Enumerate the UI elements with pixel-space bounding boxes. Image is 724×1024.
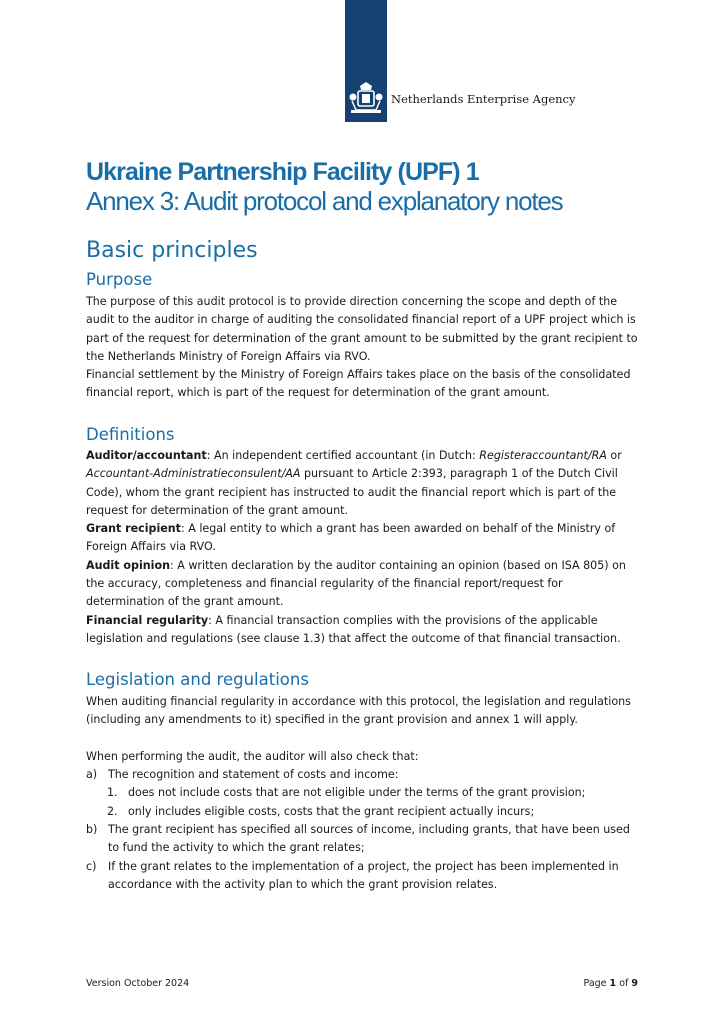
purpose-paragraph-1: The purpose of this audit protocol is to provide direction concerning the scope and depth of the audit to the auditor in charge of auditing the consolidated financial report of a UPF project which is part of the request for determination of the grant amount to be submitted by the grant recipient to the Netherlands Ministry of Foreign Affairs via RVO. xyxy=(86,295,638,363)
list-item xyxy=(86,858,642,895)
definition-term-ra: Registeraccountant/RA xyxy=(479,449,607,462)
list-marker: 1. xyxy=(107,786,118,800)
list-marker: 2. xyxy=(107,804,118,818)
definition-text: : A financial transaction complies with the provisions of the applicable legislation and regulations (see clause 1.3) that affect the outcome of that financial transaction. xyxy=(86,613,621,645)
definition-term: Grant recipient xyxy=(86,522,181,536)
definition-audit-opinion xyxy=(86,557,642,612)
list-text: If the grant relates to the implementation of a project, the project has been implemented in accordance with the activity plan to which the grant provision relates. xyxy=(108,859,619,891)
legislation-section xyxy=(86,693,642,894)
page-current: 1 xyxy=(609,978,617,989)
definition-text: : A legal entity to which a grant has been awarded on behalf of the Ministry of Foreign Affairs via RVO. xyxy=(86,522,616,554)
agency-name: Netherlands Enterprise Agency xyxy=(391,92,576,106)
list-text: only includes eligible costs, costs that the grant recipient actually incurs; xyxy=(128,804,535,818)
list-marker: b) xyxy=(86,823,98,837)
definition-term: Financial regularity xyxy=(86,613,209,627)
heading-definitions: Definitions xyxy=(86,425,175,444)
document-subtitle: Annex 3: Audit protocol and explanatory notes xyxy=(86,186,563,216)
definition-text: pursuant to Article 2:393, paragraph 1 of the Dutch Civil Code), whom the grant recipient has instructed to audit the financial report which is part of the request for determination of the grant amount. xyxy=(86,467,618,517)
list-text: The grant recipient has specified all sources of income, including grants, that have been used to fund the activity to which the grant relates; xyxy=(108,823,630,855)
purpose-paragraph-2: Financial settlement by the Ministry of Foreign Affairs takes place on the basis of the consolidated financial report, which is part of the request for determination of the grant amount. xyxy=(86,368,631,400)
footer-page-number xyxy=(584,978,638,989)
definition-term-aa: Accountant-Administratieconsulent/AA xyxy=(86,467,301,481)
document-title: Ukraine Partnership Facility (UPF) 1 xyxy=(86,158,479,186)
definition-grant-recipient xyxy=(86,520,642,557)
definition-auditor xyxy=(86,447,642,520)
legislation-paragraph-1: When auditing financial regularity in accordance with this protocol, the legislation and regulations (including any amendments to it) specified in the grant provision and annex 1 will apply. xyxy=(86,695,631,727)
purpose-section xyxy=(86,293,642,403)
list-subitem xyxy=(86,803,642,821)
crest-icon xyxy=(347,80,385,114)
definition-text: : An independent certified accountant (in Dutch: xyxy=(206,449,480,462)
list-marker: c) xyxy=(86,859,97,873)
list-marker: a) xyxy=(86,768,98,782)
definition-term: Audit opinion xyxy=(86,558,170,572)
list-text: The recognition and statement of costs and income: xyxy=(108,768,399,782)
definition-financial-regularity xyxy=(86,612,642,649)
list-subitem xyxy=(86,784,642,802)
list-item xyxy=(86,821,642,858)
definition-text: : A written declaration by the auditor containing an opinion (based on ISA 805) on the accuracy, completeness and financial regularity of the financial report/request for determination of the grant amount. xyxy=(86,558,626,609)
definition-text: or xyxy=(606,449,622,462)
definition-term: Auditor/accountant xyxy=(86,449,207,462)
heading-purpose: Purpose xyxy=(86,270,153,289)
page-of-label: of xyxy=(616,978,632,989)
list-text: does not include costs that are not eligible under the terms of the grant provision; xyxy=(128,786,586,800)
footer-version: Version October 2024 xyxy=(86,978,190,989)
page-label: Page xyxy=(583,978,610,989)
heading-basic-principles: Basic principles xyxy=(86,238,258,263)
heading-legislation: Legislation and regulations xyxy=(86,670,309,689)
legislation-paragraph-2: When performing the audit, the auditor will also check that: xyxy=(86,749,419,763)
list-item xyxy=(86,766,642,784)
page-total: 9 xyxy=(631,978,638,989)
definitions-section xyxy=(86,447,642,648)
